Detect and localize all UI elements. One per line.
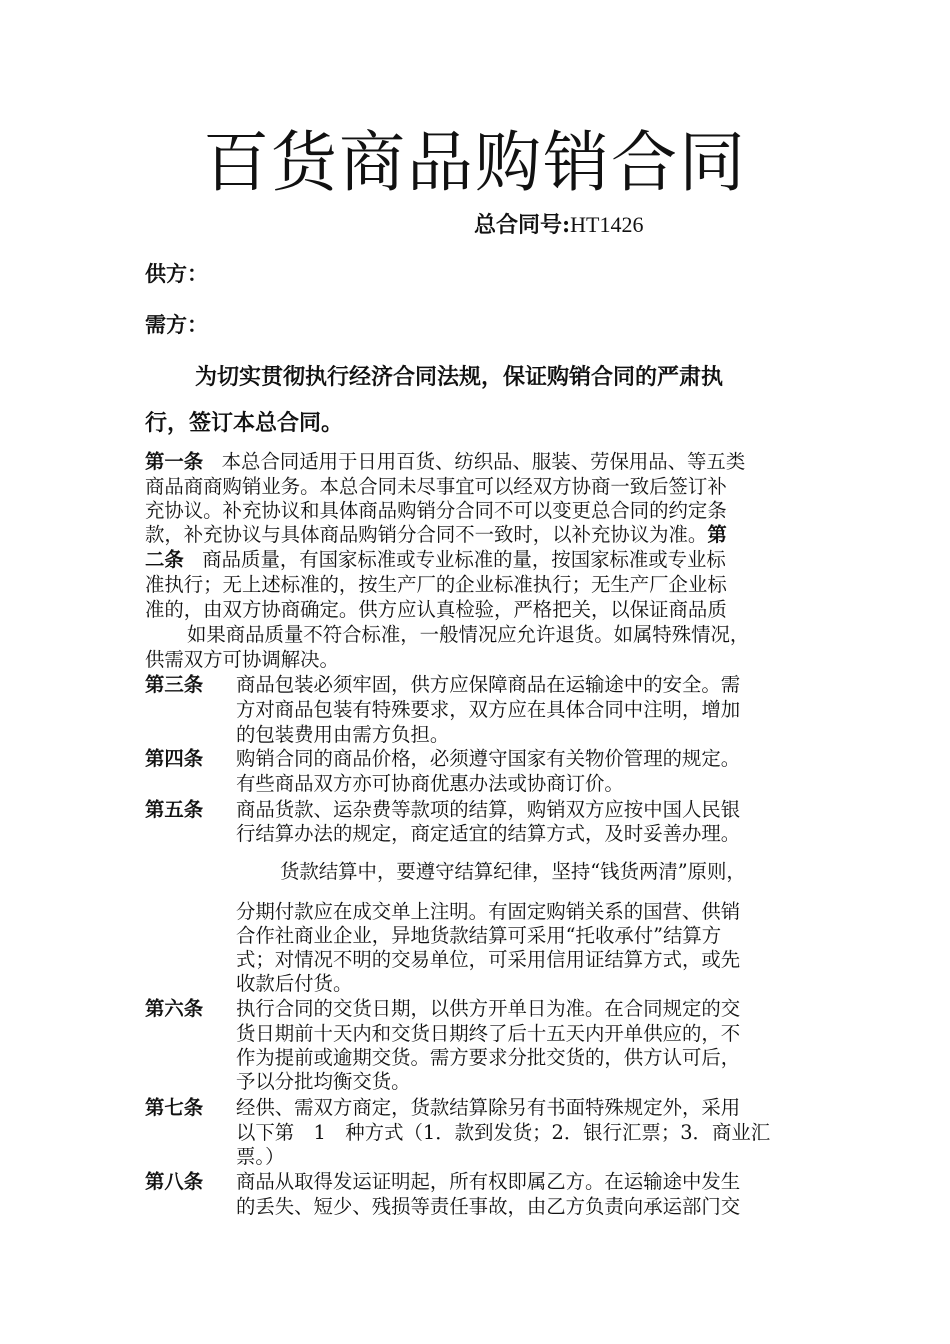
article-1-line-3: 充协议。补充协议和具体商品购销分合同不可以变更总合同的约定条 (145, 499, 727, 522)
article-6-line-1: 执行合同的交货日期，以供方开单日为准。在合同规定的交 (236, 997, 741, 1020)
article-2-label-part-b: 二条 (145, 548, 184, 571)
article-7-label: 第七条 (145, 1096, 204, 1119)
article-6-line-2: 货日期前十天内和交货日期终了后十五天内开单供应的，不 (236, 1022, 741, 1045)
article-4-line-2: 有些商品双方亦可协商优惠办法或协商订价。 (236, 772, 624, 795)
article-5-line-5: 合作社商业企业，异地货款结算可采用“托收承付”结算方 (236, 924, 722, 947)
article-5-line-7: 收款后付货。 (236, 972, 353, 995)
article-1-label: 第一条 (145, 450, 204, 473)
article-8-line-1: 商品从取得发运证明起，所有权即属乙方。在运输途中发生 (236, 1170, 741, 1193)
article-2-line-1 (145, 547, 726, 572)
contract-number-value: HT1426 (570, 212, 644, 237)
article-2-line-2: 准执行；无上述标准的，按生产厂的企业标准执行；无生产厂企业标 (145, 573, 727, 596)
article-5-line-6: 式；对情况不明的交易单位，可采用信用证结算方式，或先 (236, 948, 741, 971)
contract-number-label: 总合同号: (474, 212, 571, 238)
article-6-line-4: 予以分批均衡交货。 (236, 1070, 411, 1093)
article-2-line-3: 准的，由双方协商确定。供方应认真检验，严格把关，以保证商品质 (145, 598, 727, 621)
article-2-text-1: 商品质量，有国家标准或专业标准的量，按国家标准或专业标 (202, 548, 726, 571)
article-3-line-2: 方对商品包装有特殊要求，双方应在具体合同中注明，增加 (236, 698, 741, 721)
contract-number (474, 208, 643, 242)
article-2-line-4: 如果商品质量不符合标准，一般情况应允许退货。如属特殊情况， (187, 623, 750, 646)
article-1-text-4: 款，补充协议与具体商品购销分合同不一致时，以补充协议为准。 (145, 523, 708, 546)
article-7-line-1: 经供、需双方商定，货款结算除另有书面特殊规定外，采用 (236, 1096, 741, 1119)
article-8-line-2: 的丢失、短少、残损等责任事故，由乙方负责向承运部门交 (236, 1195, 741, 1218)
buyer-label: 需方： (145, 312, 208, 337)
article-7-line-2: 以下第 1 种方式（1．款到发货；2．银行汇票；3．商业汇 (236, 1121, 771, 1144)
article-1-line-1 (145, 449, 745, 474)
article-4-label: 第四条 (145, 747, 204, 770)
article-2-line-5: 供需双方可协调解决。 (145, 648, 339, 671)
article-7-line-3: 票。） (236, 1145, 285, 1168)
article-8-label: 第八条 (145, 1170, 204, 1193)
article-5-line-1: 商品货款、运杂费等款项的结算，购销双方应按中国人民银 (236, 798, 741, 821)
article-5-label: 第五条 (145, 798, 204, 821)
article-5-line-2: 行结算办法的规定，商定适宜的结算方式，及时妥善办理。 (236, 822, 741, 845)
article-5-line-3: 货款结算中，要遵守结算纪律，坚持“钱货两清”原则， (280, 860, 746, 883)
article-3-line-3: 的包装费用由需方负担。 (236, 723, 450, 746)
article-6-label: 第六条 (145, 997, 204, 1020)
article-1-text-1: 本总合同适用于日用百货、纺织品、服装、劳保用品、等五类 (221, 450, 746, 473)
intro-line-1: 为切实贯彻执行经济合同法规，保证购销合同的严肃执 (195, 364, 724, 390)
article-5-line-4: 分期付款应在成交单上注明。有固定购销关系的国营、供销 (236, 900, 741, 923)
article-3-line-1: 商品包装必须牢固，供方应保障商品在运输途中的安全。需 (236, 673, 741, 696)
supplier-label: 供方： (145, 261, 208, 286)
article-6-line-3: 作为提前或逾期交货。需方要求分批交货的，供方认可后， (236, 1046, 741, 1069)
article-3-label: 第三条 (145, 673, 204, 696)
article-1-line-2: 商品商商购销业务。本总合同未尽事宜可以经双方协商一致后签订补 (145, 475, 727, 498)
article-4-line-1: 购销合同的商品价格，必须遵守国家有关物价管理的规定。 (236, 747, 741, 770)
document-title: 百货商品购销合同 (203, 124, 747, 201)
article-2-label-part-a: 第 (707, 523, 727, 546)
article-1-line-4 (145, 522, 727, 547)
intro-line-2: 行，签订本总合同。 (145, 410, 344, 436)
